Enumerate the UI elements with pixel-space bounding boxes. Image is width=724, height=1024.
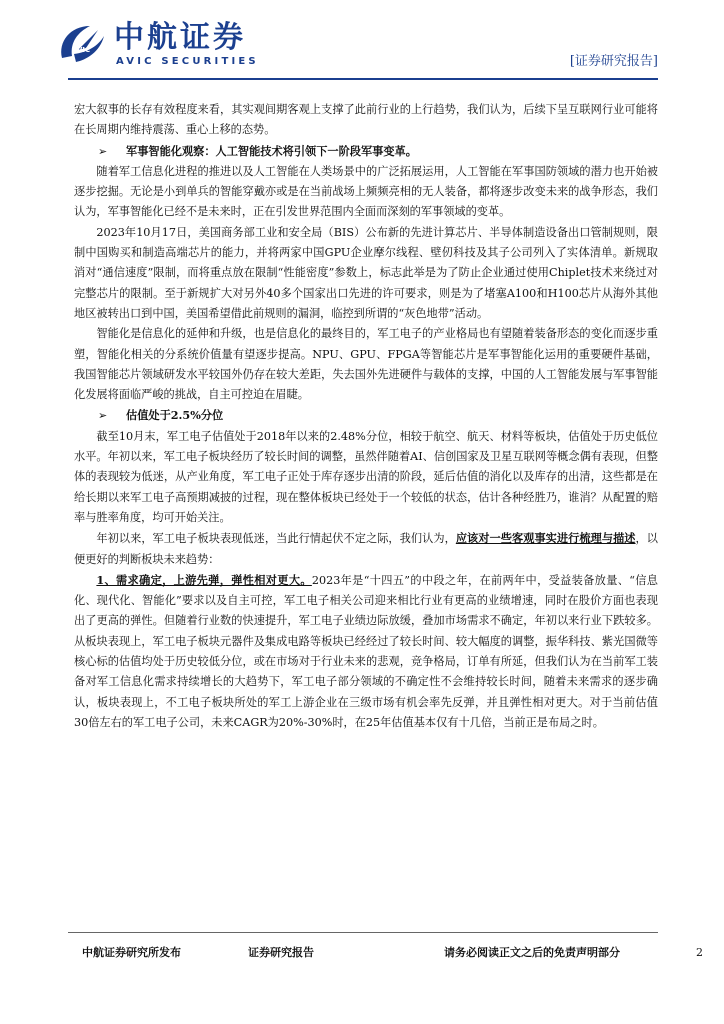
paragraph-1: 宏大叙事的长存有效程度来看，其实观间期客观上支撑了此前行业的上行趋势，我们认为，后续下呈互联网行业可能将在长周期内维持震荡、重心上移的态势。 — [74, 103, 658, 137]
footer-rule — [68, 932, 658, 933]
header-rule — [68, 78, 658, 80]
footer-disclaimer-note: 请务必阅读正文之后的免责声明部分 — [444, 946, 620, 959]
paragraph-6-pre: 年初以来，军工电子板块表现低迷，当此行情起伏不定之际，我们认为， — [96, 532, 456, 546]
paragraph-4: 智能化是信息化的延伸和升级，也是信息化的最终目的，军工电子的产业格局也有望随着装备形态的变化而逐步重塑，智能化相关的分系统价值量有望逐步提高。NPU、GPU、FPGA等智能芯片是军事智能化运用的重要硬件基础，我国智能芯片领域研发水平较国外仍存在较大差距，失去国外先进硬件与载体的支撑，中国的人工智能发展与军事智能化发展将面临严峻的挑战，自主可控迫在眉睫。 — [74, 327, 658, 402]
arrow-bullet-icon: ➢ — [98, 409, 108, 423]
avic-logo-icon — [56, 22, 108, 66]
section-heading-valuation — [74, 405, 658, 426]
page-number: 2 — [696, 946, 703, 959]
page-header — [0, 0, 724, 92]
paragraph-3: 2023年10月17日，美国商务部工业和安全局（BIS）公布新的先进计算芯片、半导体制造设备出口管制规则，限制中国购买和制造高端芯片的能力，并将两家中国GPU企业摩尔线程、壁仞科技及其子公司列入了实体清单。新规取消对“通信速度”限制，而将重点放在限制“性能密度”参数上，标志此举是为了防止企业通过使用Chiplet技术来绕过对完整芯片的限制。至于新规扩大对另外40多个国家出口先进的许可要求，则是为了堵塞A100和H100芯片从海外其他地区被转出口到中国，美国希望借此前规则的漏洞，临控到所谓的“灰色地带”活动。 — [74, 225, 658, 320]
footer-publisher: 中航证券研究所发布 — [82, 946, 181, 959]
logo-text: AVIC — [72, 46, 91, 54]
paragraph-6-emphasis: 应该对一些客观事实进行梳理与描述 — [455, 531, 636, 546]
arrow-bullet-icon: ➢ — [98, 144, 108, 158]
paragraph-5: 截至10月末，军工电子估值处于2018年以来的2.48%分位，相较于航空、航天、材料等板块，估值处于历史低位水平。年初以来，军工电子板块经历了较长时间的调整，虽然伴随着AI、信创国家及卫星互联网等概念偶有表现，但整体的表现较为低迷，从产业角度，军工电子正处于库存逐步出清的阶段，延后估值的消化以及库存的出清，这些都是在给长期以来军工电子高预期减披的过程，现在整体板块已经处于一个较低的状态，估计各种经胜乃，谁消？从配置的赔率与胜率角度，均可开始关注。 — [74, 429, 658, 524]
report-type-tag: [证券研究报告] — [569, 54, 658, 69]
section-heading-text: 军事智能化观察：人工智能技术将引领下一阶段军事变革。 — [126, 143, 417, 158]
body-text — [74, 100, 658, 733]
brand-name-cn: 中航证券 — [114, 20, 246, 55]
paragraph-7-text: 2023年是“十四五”的中段之年，在前两年中，受益装备放量、“信息化、现代化、智能化”要求以及自主可控，军工电子相关公司迎来相比行业有更高的业绩增速，同时在股价方面也表现出了更高的弹性。但随着行业数的快速提升，军工电子业绩边际放缓，叠加市场需求不确定，年初以来行业下跌较多。从板块表现上，军工电子板块元器件及集成电路等板块已经经过了较长时间、较大幅度的调整，振华科技、紫光国微等核心标的估值均处于历史较低分位，或在市场对于行业未来的悲观，竞争格局，订单有所延，但我们认为在当前军工装备对军工信息化需求持续增长的大趋势下，军工电子部分领域的不确定性不会维持较长时间，随着未来需求的逐步确认，板块表现上，不工电子板块所处的军工上游企业在三级市场有机会率先反弹，并且弹性相对更大。对于当前估值30倍左右的军工电子公司，未来CAGR为20%-30%时，在25年估值基本仅有十几倍，当前正是布局之时。 — [74, 573, 658, 729]
paragraph-6 — [74, 528, 658, 570]
paragraph-6-post: ，以便更好的判断板块未来趋势： — [74, 532, 658, 566]
footer-report-type: 证券研究报告 — [248, 946, 314, 959]
paragraph-2: 随着军工信息化进程的推进以及人工智能在人类场景中的广泛拓展运用，人工智能在军事国防领域的潜力也开始被逐步挖掘。无论是小到单兵的智能穿戴亦或是在当前战场上频频亮相的无人装备，都将逐步改变未来的战争形态，我们认为，军事智能化已经不是未来时，正在引发世界范围内全面而深刻的军事领域的变革。 — [74, 164, 658, 219]
brand-name-en: AVIC SECURITIES — [116, 56, 259, 67]
paragraph-7 — [74, 570, 658, 733]
section-heading-text: 估值处于2.5%分位 — [126, 408, 224, 423]
paragraph-7-emphasis: 1、需求确定，上游先弹，弹性相对更大。 — [96, 572, 312, 587]
section-heading-military-ai — [74, 141, 658, 162]
